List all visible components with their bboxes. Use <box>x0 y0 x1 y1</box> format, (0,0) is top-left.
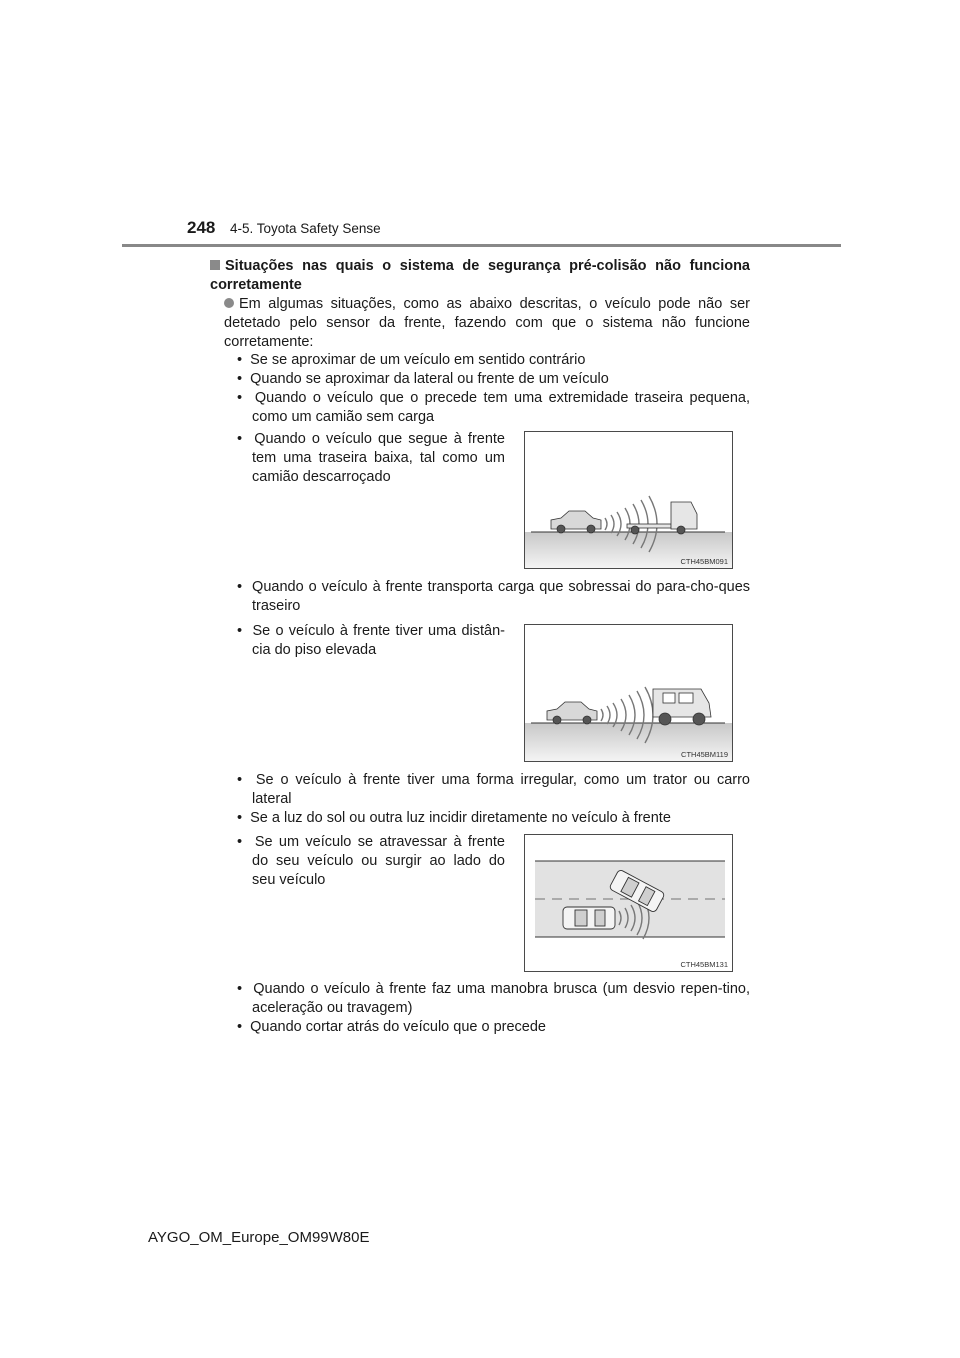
list-item: • Quando o veículo que o precede tem uma extremidade traseira pequena, como um camião sem carga <box>237 390 750 425</box>
list-item: • Se a luz do sol ou outra luz incidir diretamente no veículo à frente <box>237 810 671 826</box>
document-footer: AYGO_OM_Europe_OM99W80E <box>148 1229 370 1246</box>
car-top-view-icon <box>563 907 615 929</box>
bullet-list-3 <box>237 771 750 828</box>
list-item: • Quando o veículo à frente transporta carga que sobressai do para-cho-ques traseiro <box>237 579 751 614</box>
header-divider <box>122 244 841 247</box>
figure-code: CTH45BM131 <box>680 960 728 969</box>
list-item: • Quando o veículo que segue à frente tem uma traseira baixa, tal como um camião descarroçado <box>237 431 505 485</box>
list-item: • Se o veículo à frente tiver uma forma irregular, como um trator ou carro lateral <box>237 772 750 807</box>
figure-cut-in-vehicle <box>524 834 733 972</box>
bullet-fig1 <box>237 430 505 487</box>
list-item: • Quando cortar atrás do veículo que o precede <box>237 1019 546 1035</box>
bullet-fig3 <box>237 833 505 890</box>
sedan-icon <box>551 511 601 533</box>
figure-1-illustration <box>525 432 732 568</box>
list-item: • Se o veículo à frente tiver uma distân-cia do piso elevada <box>237 623 505 658</box>
bullet-fig2 <box>237 622 505 660</box>
figure-low-rear-truck <box>524 431 733 569</box>
suv-icon <box>653 689 711 725</box>
intro-text: Em algumas situações, como as abaixo descritas, o veículo pode não ser detetado pelo sensor da frente, fazendo com que o sistema não funcione corretamente: <box>224 296 750 350</box>
section-heading <box>210 257 750 295</box>
square-bullet-icon <box>210 260 220 270</box>
figure-2-illustration <box>525 625 732 761</box>
bullet-list-4 <box>237 980 750 1037</box>
list-item: • Quando se aproximar da lateral ou frente de um veículo <box>237 371 609 387</box>
sedan-icon <box>547 702 597 724</box>
circle-bullet-icon <box>224 298 234 308</box>
bullet-list-2 <box>237 578 750 616</box>
list-item: • Se um veículo se atravessar à frente do seu veículo ou surgir ao lado do seu veículo <box>237 834 505 888</box>
figure-code: CTH45BM091 <box>680 557 728 566</box>
list-item: • Quando o veículo à frente faz uma manobra brusca (um desvio repen-tino, aceleração ou travagem) <box>237 981 750 1016</box>
flatbed-truck-icon <box>627 502 697 534</box>
section-heading-text: Situações nas quais o sistema de segurança pré-colisão não funciona corretamente <box>210 258 750 293</box>
list-item: • Se se aproximar de um veículo em sentido contrário <box>237 352 586 368</box>
page-number: 248 <box>187 218 216 237</box>
figure-high-clearance <box>524 624 733 762</box>
section-title: 4-5. Toyota Safety Sense <box>230 221 381 236</box>
bullet-list-1 <box>237 351 750 427</box>
intro-paragraph <box>224 295 750 352</box>
figure-3-illustration <box>525 835 732 971</box>
figure-code: CTH45BM119 <box>681 750 728 759</box>
